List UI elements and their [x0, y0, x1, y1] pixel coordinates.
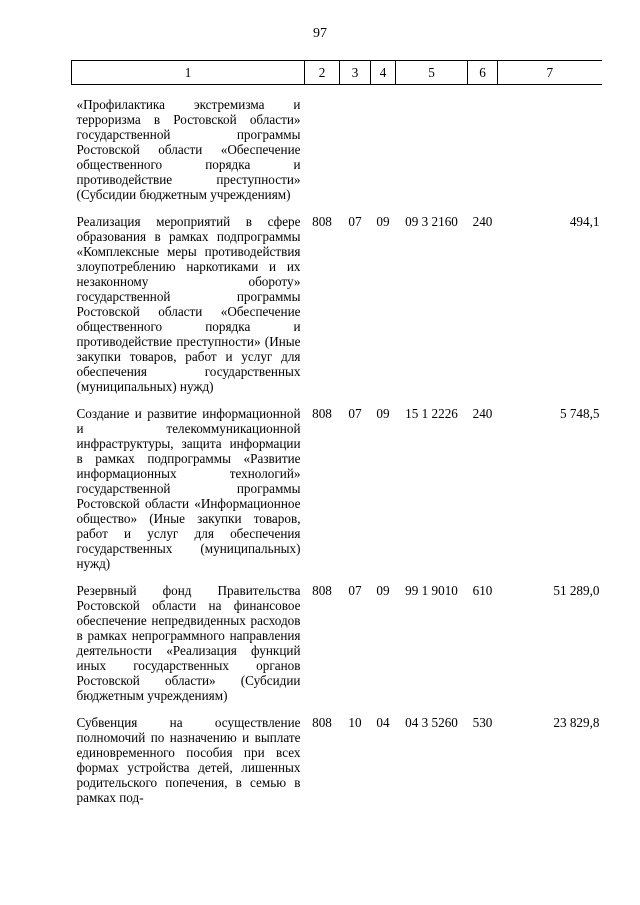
- target-article-code: 04 3 5260: [405, 715, 458, 730]
- column-header: 3: [340, 61, 371, 85]
- table-row: [72, 583, 602, 703]
- section-code: 10: [348, 715, 362, 730]
- ministry-code: 808: [312, 583, 332, 598]
- row-description: Реализация мероприятий в сфере образования в рамках подпрограммы «Комплексные меры противодействия злоупотреблению наркотиками и их незаконному обороту» государственной программы Ростовской области «Обеспечение общественного порядка и противодействие преступности» (Иные закупки товаров, работ и услуг для обеспечения государственных (муниципальных) нужд): [76, 214, 301, 394]
- page-number: 97: [313, 26, 327, 41]
- column-header: 6: [468, 61, 498, 85]
- expense-type-code: 610: [472, 583, 493, 598]
- section-code: 07: [348, 406, 362, 421]
- target-article-code: 99 1 9010: [405, 583, 458, 598]
- column-header: 5: [396, 61, 468, 85]
- expense-type-code: 240: [472, 406, 493, 421]
- target-article-code: 09 3 2160: [405, 214, 458, 229]
- column-header: 4: [371, 61, 396, 85]
- amount: 23 829,8: [553, 715, 600, 730]
- row-description: «Профилактика экстремизма и терроризма в Ростовской области» государственной программы Ростовской области «Обеспечение общественного порядка и противодействие преступности» (Субсидии бюджетным учреждениям): [76, 97, 301, 202]
- budget-table: [71, 60, 602, 805]
- amount: 494,1: [569, 214, 600, 229]
- subsection-code: 09: [376, 406, 390, 421]
- ministry-code: 808: [312, 715, 332, 730]
- table-row: [72, 214, 602, 394]
- table-row: [72, 97, 602, 202]
- column-header: 7: [498, 61, 602, 85]
- row-description: Создание и развитие информационной и телекоммуникационной инфраструктуры, защита информации в рамках подпрограммы «Развитие информационных технологий» государственной программы Ростовской области «Информационное общество» (Иные закупки товаров, работ и услуг для обеспечения государственных (муниципальных) нужд): [76, 406, 301, 571]
- table-row: [72, 715, 602, 805]
- target-article-code: 15 1 2226: [405, 406, 458, 421]
- amount: 5 748,5: [559, 406, 600, 421]
- section-code: [340, 97, 371, 202]
- amount: 51 289,0: [553, 583, 600, 598]
- subsection-code: 04: [376, 715, 390, 730]
- target-article-code: [396, 97, 468, 202]
- ministry-code: [305, 97, 340, 202]
- table-row: [72, 406, 602, 571]
- ministry-code: 808: [312, 406, 332, 421]
- expense-type-code: [468, 97, 498, 202]
- column-header: 1: [72, 61, 305, 85]
- section-code: 07: [348, 214, 362, 229]
- subsection-code: 09: [376, 583, 390, 598]
- ministry-code: 808: [312, 214, 332, 229]
- expense-type-code: 240: [472, 214, 493, 229]
- header-row: [72, 61, 602, 85]
- row-description: Субвенция на осуществление полномочий по назначению и выплате единовременного пособия при всех формах устройства детей, лишенных родительского попечения, в семью в рамках под-: [76, 715, 301, 805]
- expense-type-code: 530: [472, 715, 493, 730]
- column-header: 2: [305, 61, 340, 85]
- amount: [498, 97, 602, 202]
- section-code: 07: [348, 583, 362, 598]
- subsection-code: [371, 97, 396, 202]
- subsection-code: 09: [376, 214, 390, 229]
- row-description: Резервный фонд Правительства Ростовской области на финансовое обеспечение непредвиденных расходов в рамках непрограммного направления деятельности «Реализация функций иных государственных органов Ростовской области» (Субсидии бюджетным учреждениям): [76, 583, 301, 703]
